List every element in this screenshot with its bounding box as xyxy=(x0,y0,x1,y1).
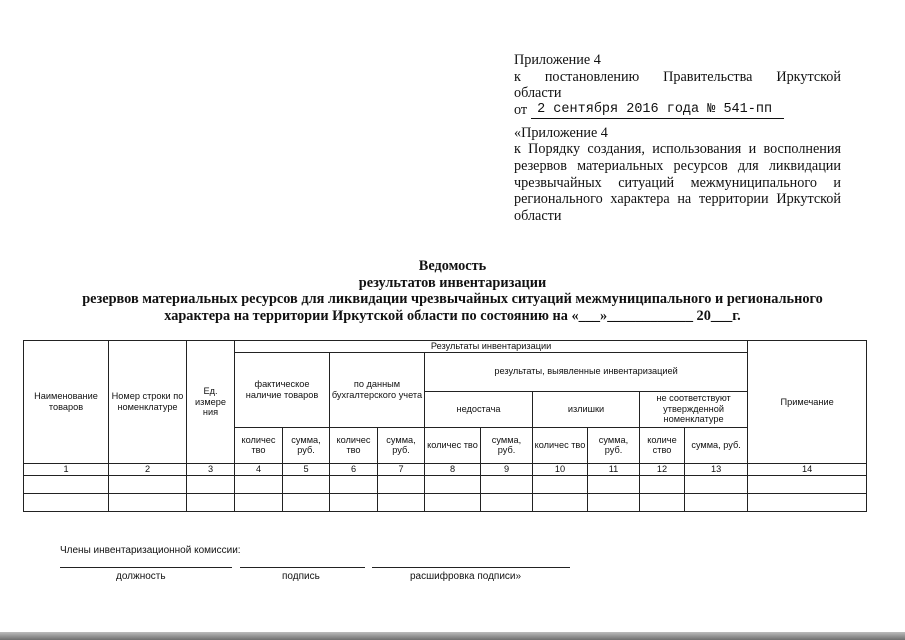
table-cell xyxy=(235,493,283,511)
table-row xyxy=(24,475,867,493)
table-cell xyxy=(283,475,330,493)
col-unit-header: Ед. измере ния xyxy=(187,341,235,464)
column-number: 12 xyxy=(640,463,685,475)
table-cell xyxy=(24,475,109,493)
results-header: Результаты инвентаризации xyxy=(235,341,748,353)
actual-presence-header: фактическое наличие товаров xyxy=(235,352,330,427)
header-row-1 xyxy=(24,341,867,353)
column-number: 5 xyxy=(283,463,330,475)
decoding-label: расшифровка подписи» xyxy=(410,571,522,582)
signature-line xyxy=(240,567,365,568)
actual-qty-header: количес тво xyxy=(235,427,283,463)
shortage-header: недостача xyxy=(425,391,533,427)
table-cell xyxy=(24,493,109,511)
decoding-signature-line xyxy=(372,567,570,568)
actual-sum-header: сумма, руб. xyxy=(283,427,330,463)
column-number: 3 xyxy=(187,463,235,475)
surplus-qty-header: количес тво xyxy=(533,427,588,463)
column-number: 11 xyxy=(588,463,640,475)
table-cell xyxy=(685,475,748,493)
table-cell xyxy=(748,475,867,493)
table-cell xyxy=(283,493,330,511)
shortage-sum-header: сумма, руб. xyxy=(481,427,533,463)
note-header: Примечание xyxy=(748,341,867,464)
signature-label: подпись xyxy=(282,571,320,582)
column-number: 1 xyxy=(24,463,109,475)
table-cell xyxy=(187,493,235,511)
accounting-qty-header: количес тво xyxy=(330,427,378,463)
table-cell xyxy=(109,493,187,511)
nonconform-sum-header: сумма, руб. xyxy=(685,427,748,463)
position-signature-line xyxy=(60,567,232,568)
decree-date-row xyxy=(514,102,841,119)
table-cell xyxy=(187,475,235,493)
from-label: от xyxy=(514,102,528,119)
annex-decree-line-2: области xyxy=(514,85,562,102)
table-cell xyxy=(330,475,378,493)
table-cell xyxy=(109,475,187,493)
table-cell xyxy=(640,475,685,493)
column-number: 6 xyxy=(330,463,378,475)
table-cell xyxy=(235,475,283,493)
title-line-4: характера на территории Иркутской области по состоянию на «___»____________ 20___г. xyxy=(164,307,741,324)
column-number: 9 xyxy=(481,463,533,475)
nonconform-header: не соответствуют утвержденной номенклатуре xyxy=(640,391,748,427)
table-cell xyxy=(533,493,588,511)
col-name-header: Наименование товаров xyxy=(24,341,109,464)
column-number: 10 xyxy=(533,463,588,475)
table-cell xyxy=(378,475,425,493)
position-label: должность xyxy=(116,571,166,582)
table-cell xyxy=(425,475,481,493)
shortage-qty-header: количес тво xyxy=(425,427,481,463)
annex-title: Приложение 4 xyxy=(514,52,601,68)
table-cell xyxy=(588,475,640,493)
column-number: 8 xyxy=(425,463,481,475)
column-number: 13 xyxy=(685,463,748,475)
table-row xyxy=(24,493,867,511)
revealed-results-header: результаты, выявленные инвентаризацией xyxy=(425,352,748,391)
title-line-3: резервов материальных ресурсов для ликвидации чрезвычайных ситуаций межмуниципального и регионального xyxy=(82,291,823,307)
col-line-number-header: Номер строки по номенклатуре xyxy=(109,341,187,464)
table-cell xyxy=(425,493,481,511)
title-line-1: Ведомость xyxy=(418,258,487,274)
annex-sub-title: «Приложение 4 xyxy=(514,124,608,141)
decree-date-value: 2 сентября 2016 года № 541-пп xyxy=(531,102,784,119)
title-line-2: результатов инвентаризации xyxy=(358,274,547,291)
table-cell xyxy=(748,493,867,511)
scan-bottom-edge xyxy=(0,632,905,640)
table-cell xyxy=(640,493,685,511)
column-number: 4 xyxy=(235,463,283,475)
surplus-sum-header: сумма, руб. xyxy=(588,427,640,463)
table-cell xyxy=(685,493,748,511)
annex-block xyxy=(514,52,841,224)
accounting-sum-header: сумма, руб. xyxy=(378,427,425,463)
table-cell xyxy=(588,493,640,511)
table-cell xyxy=(481,493,533,511)
annex-sub-block xyxy=(514,125,841,225)
table-cell xyxy=(378,493,425,511)
table-cell xyxy=(533,475,588,493)
inventory-table xyxy=(23,340,867,512)
column-number: 14 xyxy=(748,463,867,475)
column-number: 7 xyxy=(378,463,425,475)
annex-decree-line: к постановлению Правительства Иркутской xyxy=(514,68,841,85)
column-number: 2 xyxy=(109,463,187,475)
document-title xyxy=(20,258,885,324)
commission-label: Члены инвентаризационной комиссии: xyxy=(60,545,241,556)
table-cell xyxy=(330,493,378,511)
table-cell xyxy=(481,475,533,493)
accounting-data-header: по данным бухгалтерского учета xyxy=(330,352,425,427)
annex-sub-text: к Порядку создания, использования и восполнения резервов материальных ресурсов для ликвидации чрезвычайных ситуаций межмуниципального и регионального характера на территории Иркутской области xyxy=(514,141,841,224)
surplus-header: излишки xyxy=(533,391,640,427)
nonconform-qty-header: количе ство xyxy=(640,427,685,463)
column-number-row xyxy=(24,463,867,475)
